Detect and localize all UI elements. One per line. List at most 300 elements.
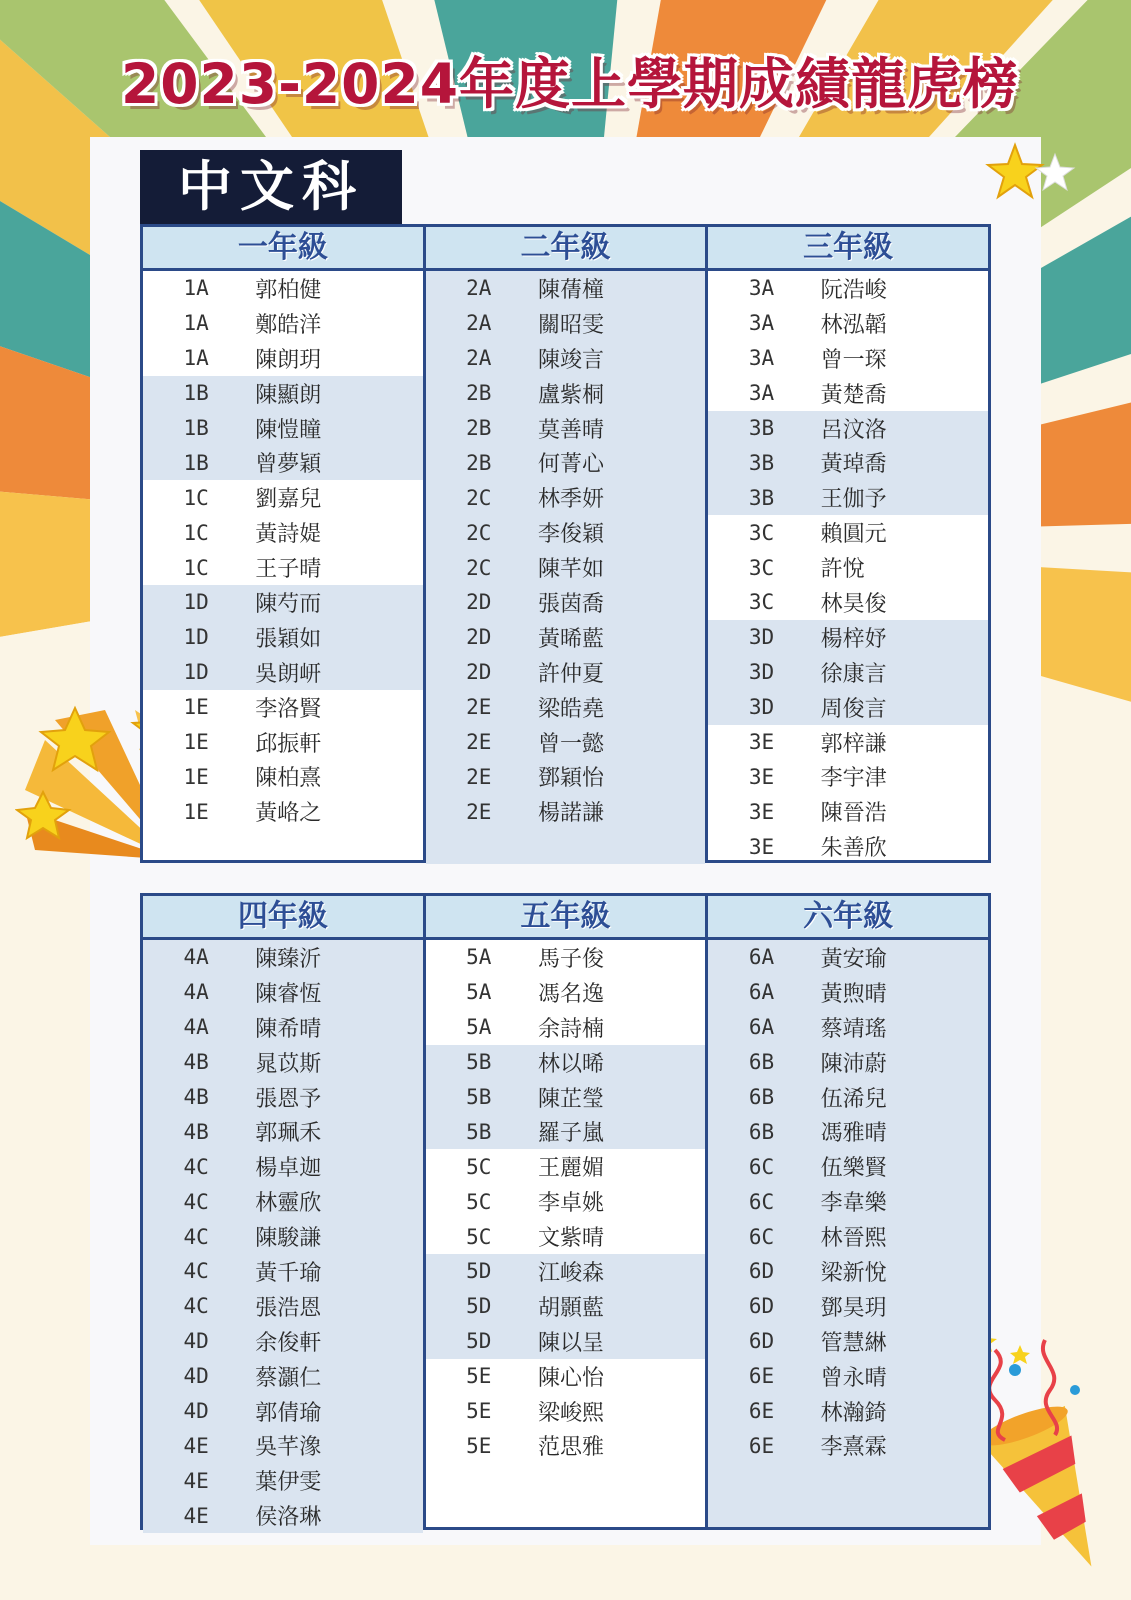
student-row — [708, 1289, 988, 1324]
grade-header: 六年級 — [708, 896, 988, 940]
student-row — [708, 655, 988, 690]
class-code: 6E — [748, 1399, 775, 1424]
student-name: 鄧穎怡 — [537, 766, 604, 792]
student-row — [143, 794, 423, 829]
class-code: 1A — [183, 276, 209, 301]
student-row — [143, 1463, 423, 1498]
class-code: 4A — [183, 945, 209, 970]
class-code: 3E — [748, 730, 775, 755]
class-code: 3A — [748, 311, 775, 336]
grade-header: 四年級 — [143, 896, 423, 940]
student-name: 朱善欣 — [820, 836, 887, 862]
class-code: 4A — [183, 1015, 209, 1040]
grade-column — [143, 896, 426, 1531]
student-row — [426, 1149, 706, 1184]
class-code: 4E — [183, 1468, 209, 1493]
student-list — [708, 271, 988, 864]
student-row — [426, 271, 706, 306]
student-name: 陳以呈 — [537, 1330, 604, 1356]
student-list — [708, 940, 988, 1527]
class-code: 5B — [466, 1119, 492, 1144]
student-name: 王麗媚 — [537, 1156, 604, 1182]
student-row — [143, 1394, 423, 1429]
student-name: 梁新悅 — [820, 1260, 887, 1286]
class-code: 1C — [183, 485, 209, 510]
class-code: 1C — [183, 520, 209, 545]
class-code: 3A — [748, 381, 775, 406]
class-code: 6A — [748, 1015, 775, 1040]
class-code: 1A — [183, 346, 209, 371]
student-name: 林季妍 — [537, 487, 604, 513]
student-row — [426, 620, 706, 655]
student-row — [143, 1184, 423, 1219]
student-name: 黃千瑜 — [255, 1260, 322, 1286]
student-name: 陳顯朗 — [255, 382, 322, 408]
grades-table-bottom — [140, 893, 991, 1530]
student-list — [143, 271, 423, 860]
class-code: 1E — [183, 730, 209, 755]
student-name: 楊諾謙 — [537, 801, 604, 827]
student-name: 黃安瑜 — [820, 946, 887, 972]
student-name: 曾夢穎 — [255, 452, 322, 478]
student-row — [708, 690, 988, 725]
student-row — [143, 759, 423, 794]
student-name: 吳朗岍 — [255, 661, 322, 687]
class-code: 6A — [748, 980, 775, 1005]
student-name: 晁苡斯 — [255, 1051, 322, 1077]
student-name: 李韋樂 — [820, 1191, 887, 1217]
student-name: 李熹霖 — [820, 1435, 887, 1461]
student-name: 陳芷瑩 — [537, 1086, 604, 1112]
student-name: 蔡靖瑤 — [820, 1016, 887, 1042]
student-row — [143, 376, 423, 411]
student-name: 盧紫桐 — [537, 382, 604, 408]
class-code: 1D — [183, 660, 209, 685]
class-code: 4C — [183, 1259, 209, 1284]
student-row — [708, 794, 988, 829]
grade-column — [143, 227, 426, 860]
student-name: 周俊言 — [820, 696, 887, 722]
student-row — [426, 376, 706, 411]
student-name: 陳駿謙 — [255, 1226, 322, 1252]
class-code: 1B — [183, 416, 209, 440]
class-code: 1B — [183, 381, 209, 406]
class-code: 6A — [748, 945, 775, 970]
student-row — [426, 1428, 706, 1463]
class-code: 2B — [466, 381, 492, 406]
grade-header: 三年級 — [708, 227, 988, 271]
student-row — [426, 1080, 706, 1115]
student-row — [426, 585, 706, 620]
class-code: 1D — [183, 590, 209, 615]
student-name: 侯洛琳 — [255, 1505, 322, 1531]
class-code: 6D — [748, 1259, 775, 1284]
class-code: 4A — [183, 980, 209, 1005]
student-row — [143, 411, 423, 446]
student-row — [708, 1359, 988, 1394]
student-list — [143, 940, 423, 1533]
student-name: 林晉熙 — [820, 1226, 887, 1252]
student-row — [708, 1149, 988, 1184]
student-row — [426, 940, 706, 975]
student-name: 陳芍而 — [255, 591, 322, 617]
student-name: 李宇津 — [820, 766, 887, 792]
student-row — [708, 306, 988, 341]
class-code: 4D — [183, 1329, 209, 1354]
class-code: 3E — [748, 799, 775, 824]
student-name: 葉伊雯 — [255, 1470, 322, 1496]
class-code: 5E — [466, 1399, 492, 1424]
class-code: 4D — [183, 1364, 209, 1389]
student-name: 張穎如 — [255, 626, 322, 652]
student-row — [708, 271, 988, 306]
student-row — [143, 1114, 423, 1149]
student-name: 陳竣言 — [537, 347, 604, 373]
student-row — [426, 1114, 706, 1149]
student-name: 伍樂賢 — [820, 1156, 887, 1182]
student-name: 莫善晴 — [537, 417, 604, 443]
class-code: 4C — [183, 1189, 209, 1214]
student-row — [708, 1324, 988, 1359]
student-row — [708, 550, 988, 585]
student-list — [426, 940, 706, 1527]
grade-column — [708, 896, 988, 1527]
student-name: 關昭雯 — [537, 312, 604, 338]
student-row — [143, 1010, 423, 1045]
student-name: 鄭皓洋 — [255, 312, 322, 338]
student-name: 張茵喬 — [537, 591, 604, 617]
student-row — [708, 975, 988, 1010]
student-name: 陳愷瞳 — [255, 417, 322, 443]
student-name: 馮名逸 — [537, 981, 604, 1007]
student-row — [143, 1498, 423, 1533]
subject-label: 中文科 — [140, 150, 402, 224]
class-code: 4C — [183, 1224, 209, 1249]
class-code: 4C — [183, 1154, 209, 1179]
student-name: 余詩楠 — [537, 1016, 604, 1042]
student-name: 陳朗玥 — [255, 347, 322, 373]
class-code: 1A — [183, 311, 209, 336]
student-name: 曾一懿 — [537, 731, 604, 757]
student-name: 陳柏熹 — [255, 766, 322, 792]
class-code: 3D — [748, 660, 775, 685]
student-name: 梁皓堯 — [537, 696, 604, 722]
student-name: 林瀚錡 — [820, 1400, 887, 1426]
student-row — [426, 1289, 706, 1324]
star-icon — [985, 140, 1095, 220]
class-code: 2C — [466, 555, 492, 580]
student-row — [708, 411, 988, 446]
class-code: 3C — [748, 520, 775, 545]
student-row — [426, 1324, 706, 1359]
student-row — [708, 725, 988, 760]
student-row — [143, 585, 423, 620]
class-code: 2C — [466, 485, 492, 510]
class-code: 4B — [183, 1050, 209, 1075]
class-code: 3B — [748, 485, 775, 510]
student-name: 陳沛蔚 — [820, 1051, 887, 1077]
student-row — [708, 445, 988, 480]
student-name: 李卓姚 — [537, 1191, 604, 1217]
student-row — [426, 829, 706, 864]
student-name: 楊卓迦 — [255, 1156, 322, 1182]
class-code: 5E — [466, 1364, 492, 1389]
student-row — [708, 620, 988, 655]
class-code: 5A — [466, 945, 492, 970]
class-code: 5D — [466, 1259, 492, 1284]
class-code: 3C — [748, 590, 775, 615]
student-row — [708, 1114, 988, 1149]
student-row — [708, 341, 988, 376]
student-name: 徐康言 — [820, 661, 887, 687]
student-row — [708, 759, 988, 794]
student-name: 邱振軒 — [255, 731, 322, 757]
student-row — [143, 306, 423, 341]
student-name: 蔡灝仁 — [255, 1365, 322, 1391]
class-code: 3A — [748, 276, 775, 301]
student-row — [143, 1045, 423, 1080]
class-code: 1E — [183, 764, 209, 789]
student-name: 黃詩媞 — [255, 522, 322, 548]
class-code: 1D — [183, 625, 209, 650]
student-name: 黃晞藍 — [537, 626, 604, 652]
student-row — [143, 271, 423, 306]
student-name: 江峻森 — [537, 1260, 604, 1286]
class-code: 5E — [466, 1433, 492, 1458]
student-row — [143, 515, 423, 550]
student-row — [426, 1010, 706, 1045]
student-row — [143, 940, 423, 975]
student-row — [143, 1149, 423, 1184]
student-name: 王子晴 — [255, 557, 322, 583]
student-name: 伍浠兒 — [820, 1086, 887, 1112]
class-code: 6C — [748, 1224, 775, 1249]
student-name: 郭倩瑜 — [255, 1400, 322, 1426]
class-code: 3E — [748, 834, 775, 859]
student-name: 黃琸喬 — [820, 452, 887, 478]
student-name: 張浩恩 — [255, 1295, 322, 1321]
student-row — [708, 829, 988, 864]
class-code: 5D — [466, 1329, 492, 1354]
student-name: 楊梓妤 — [820, 626, 887, 652]
student-row — [143, 655, 423, 690]
student-row — [143, 550, 423, 585]
grade-column — [426, 896, 709, 1527]
student-row — [143, 341, 423, 376]
student-name: 黃楚喬 — [820, 382, 887, 408]
student-name: 林泓韜 — [820, 312, 887, 338]
student-name: 曾永晴 — [820, 1365, 887, 1391]
student-row — [426, 480, 706, 515]
grade-header: 一年級 — [143, 227, 423, 271]
class-code: 2E — [466, 764, 492, 789]
class-code: 1E — [183, 799, 209, 824]
student-name: 陳晉浩 — [820, 801, 887, 827]
student-name: 賴圓元 — [820, 522, 887, 548]
class-code: 5B — [466, 1085, 492, 1109]
student-name: 何菁心 — [537, 452, 604, 478]
class-code: 2D — [466, 590, 492, 615]
student-name: 李洛賢 — [255, 696, 322, 722]
class-code: 2E — [466, 695, 492, 720]
class-code: 2B — [466, 450, 492, 475]
student-row — [143, 1324, 423, 1359]
student-row — [426, 975, 706, 1010]
student-row — [143, 445, 423, 480]
student-name: 馬子俊 — [537, 946, 604, 972]
student-row — [143, 1219, 423, 1254]
class-code: 2D — [466, 660, 492, 685]
student-row — [708, 1254, 988, 1289]
student-row — [426, 1045, 706, 1080]
student-name: 陳心怡 — [537, 1365, 604, 1391]
class-code: 6D — [748, 1294, 775, 1319]
class-code: 2E — [466, 799, 492, 824]
student-row — [708, 940, 988, 975]
student-row — [426, 725, 706, 760]
student-row — [143, 480, 423, 515]
student-row — [143, 1254, 423, 1289]
class-code: 4D — [183, 1399, 209, 1424]
student-name: 黃峈之 — [255, 801, 322, 827]
class-code: 5C — [466, 1189, 492, 1214]
class-code: 5C — [466, 1224, 492, 1249]
student-row — [143, 620, 423, 655]
class-code: 1C — [183, 555, 209, 580]
student-name: 馮雅晴 — [820, 1121, 887, 1147]
student-name: 王伽予 — [820, 487, 887, 513]
student-row — [143, 725, 423, 760]
class-code: 5D — [466, 1294, 492, 1319]
grade-column — [426, 227, 709, 860]
student-name: 陳芊如 — [537, 557, 604, 583]
student-name: 劉嘉兒 — [255, 487, 322, 513]
class-code: 5B — [466, 1050, 492, 1075]
class-code: 3B — [748, 450, 775, 475]
class-code: 2A — [466, 346, 492, 371]
student-row — [143, 1289, 423, 1324]
student-row — [426, 690, 706, 725]
student-row — [426, 411, 706, 446]
student-name: 郭梓謙 — [820, 731, 887, 757]
class-code: 6B — [748, 1050, 775, 1075]
student-name: 管慧綝 — [820, 1330, 887, 1356]
student-name: 張恩予 — [255, 1086, 322, 1112]
grades-table-top — [140, 224, 991, 863]
student-row — [426, 550, 706, 585]
student-name: 呂汶洛 — [820, 417, 887, 443]
student-name: 胡顥藍 — [537, 1295, 604, 1321]
class-code: 3D — [748, 625, 775, 650]
class-code: 2D — [466, 625, 492, 650]
class-code: 2A — [466, 311, 492, 336]
student-name: 郭珮禾 — [255, 1121, 322, 1147]
grade-header: 二年級 — [426, 227, 706, 271]
student-name: 范思雅 — [537, 1435, 604, 1461]
student-row — [426, 1219, 706, 1254]
class-code: 1E — [183, 695, 209, 720]
class-code: 3B — [748, 416, 775, 440]
class-code: 3A — [748, 346, 775, 371]
student-row — [143, 1428, 423, 1463]
grade-header: 五年級 — [426, 896, 706, 940]
student-name: 阮浩峻 — [820, 277, 887, 303]
student-row — [426, 445, 706, 480]
class-code: 2B — [466, 416, 492, 440]
student-row — [708, 480, 988, 515]
grade-column — [708, 227, 988, 860]
student-row — [426, 794, 706, 829]
student-name: 鄧昊玥 — [820, 1295, 887, 1321]
class-code: 4B — [183, 1119, 209, 1144]
class-code: 4E — [183, 1503, 209, 1528]
class-code: 6B — [748, 1119, 775, 1144]
student-row — [708, 1184, 988, 1219]
student-row — [426, 1359, 706, 1394]
student-row — [708, 1219, 988, 1254]
student-row — [708, 515, 988, 550]
class-code: 4C — [183, 1294, 209, 1319]
student-name: 吳芊潒 — [255, 1435, 322, 1461]
student-row — [708, 1394, 988, 1429]
student-row — [143, 690, 423, 725]
student-name: 陳蒨橦 — [537, 277, 604, 303]
class-code: 1B — [183, 450, 209, 475]
student-name: 陳臻沂 — [255, 946, 322, 972]
class-code: 2A — [466, 276, 492, 301]
student-name: 余俊軒 — [255, 1330, 322, 1356]
student-row — [708, 585, 988, 620]
student-row — [426, 1254, 706, 1289]
student-row — [708, 1080, 988, 1115]
student-row — [143, 1359, 423, 1394]
student-row — [426, 759, 706, 794]
student-name: 文紫晴 — [537, 1226, 604, 1252]
class-code: 6B — [748, 1085, 775, 1109]
student-name: 羅子嵐 — [537, 1121, 604, 1147]
class-code: 5C — [466, 1154, 492, 1179]
student-row — [426, 1184, 706, 1219]
class-code: 6E — [748, 1433, 775, 1458]
student-row — [426, 341, 706, 376]
class-code: 6C — [748, 1154, 775, 1179]
student-row — [708, 376, 988, 411]
student-name: 許仲夏 — [537, 661, 604, 687]
class-code: 3C — [748, 555, 775, 580]
class-code: 3D — [748, 695, 775, 720]
student-row — [708, 1428, 988, 1463]
student-row — [426, 655, 706, 690]
student-name: 梁峻熙 — [537, 1400, 604, 1426]
class-code: 5A — [466, 1015, 492, 1040]
student-name: 郭柏健 — [255, 277, 322, 303]
class-code: 2E — [466, 730, 492, 755]
student-name: 陳希晴 — [255, 1016, 322, 1042]
student-name: 曾一琛 — [820, 347, 887, 373]
class-code: 6C — [748, 1189, 775, 1214]
student-name: 林昊俊 — [820, 591, 887, 617]
student-row — [708, 1045, 988, 1080]
class-code: 6E — [748, 1364, 775, 1389]
student-row — [143, 975, 423, 1010]
student-name: 李俊穎 — [537, 522, 604, 548]
class-code: 6D — [748, 1329, 775, 1354]
student-name: 許悅 — [820, 557, 865, 583]
student-row — [426, 1394, 706, 1429]
page-title: 2023-2024年度上學期成績龍虎榜 — [121, 52, 1019, 116]
student-row — [426, 515, 706, 550]
student-name: 黃煦晴 — [820, 981, 887, 1007]
